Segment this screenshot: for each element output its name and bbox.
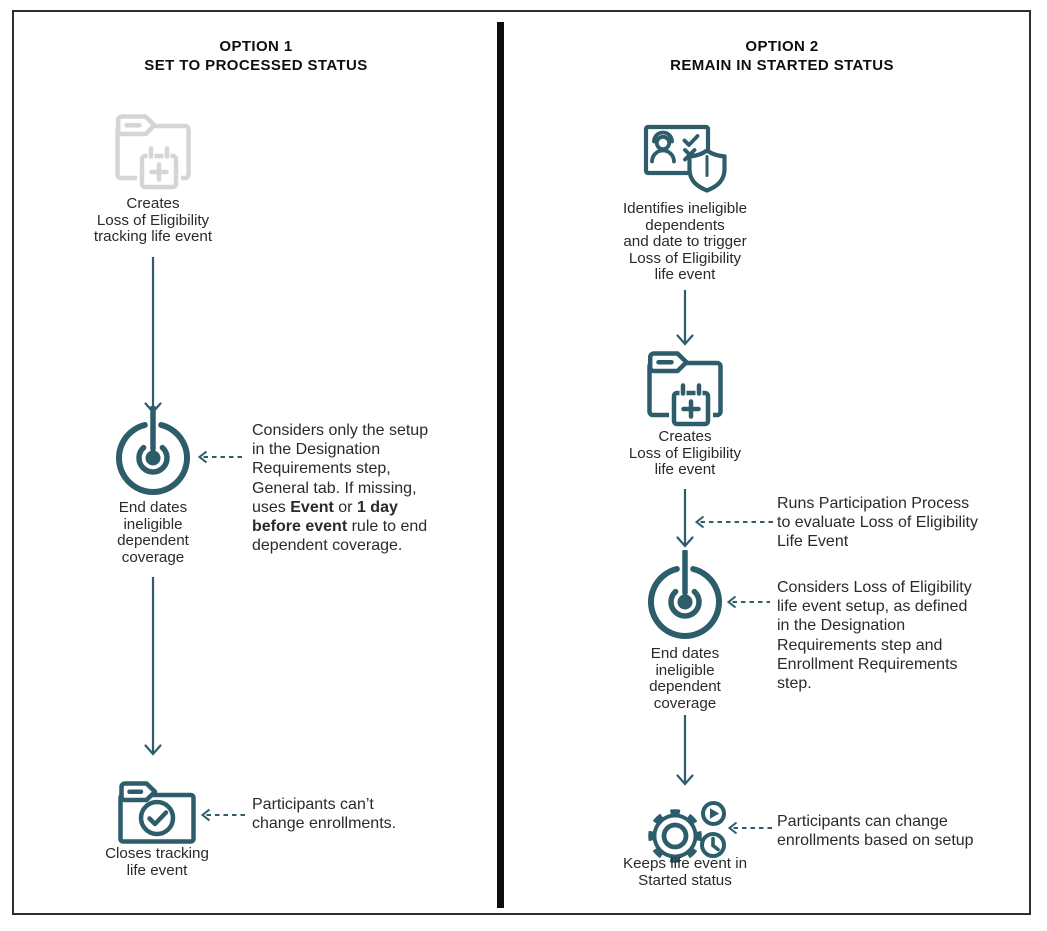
target-icon: [111, 406, 195, 500]
annotation-line: change enrollments.: [252, 815, 397, 833]
annotation-line: Considers only the setup: [252, 422, 429, 439]
step-caption: [585, 201, 785, 284]
folder-check-icon: [117, 781, 197, 845]
dashed-pointer-arrow: [200, 808, 246, 822]
option2-title: [524, 38, 1040, 75]
caption-line: dependent: [649, 678, 721, 695]
dashed-pointer-arrow: [727, 821, 774, 835]
annotation-line: Runs Participation Process: [777, 495, 970, 512]
caption-line: Keeps life event in: [622, 855, 748, 872]
step-caption: [53, 500, 253, 566]
caption-line: dependents: [645, 216, 725, 234]
dashed-pointer-arrow: [197, 450, 245, 464]
caption-line: End dates: [118, 499, 188, 516]
caption-line: Loss of Eligibility: [96, 211, 210, 229]
annotation-note: [777, 578, 972, 693]
caption-line: coverage: [653, 694, 717, 712]
caption-line: Creates: [126, 195, 180, 212]
flow-arrow: [142, 257, 164, 414]
id-card-shield-icon: [643, 124, 729, 198]
flow-arrow: [674, 290, 696, 346]
caption-line: Creates: [658, 428, 712, 445]
option2-title-line2: REMAIN IN STARTED STATUS: [670, 56, 894, 74]
caption-line: and date to trigger: [623, 233, 747, 250]
folder-calendar-icon: [643, 347, 727, 431]
annotation-line: life event setup, as defined: [777, 598, 968, 616]
option2-title-line1: OPTION 2: [745, 38, 819, 55]
annotation-line: before event rule to end: [252, 518, 428, 536]
caption-line: Closes tracking: [105, 845, 209, 862]
step-caption: [53, 196, 253, 246]
annotation-line: Participants can change: [777, 813, 948, 830]
option1-title-line2: SET TO PROCESSED STATUS: [144, 56, 368, 74]
caption-line: dependent: [117, 532, 189, 549]
step-caption: [585, 429, 785, 479]
caption-line: life event: [654, 461, 716, 478]
flow-arrow: [674, 489, 696, 548]
step-caption: [585, 646, 785, 712]
caption-line: End dates: [650, 645, 720, 662]
caption-line: ineligible: [123, 515, 183, 533]
caption-line: tracking life event: [93, 228, 213, 245]
folder-calendar-icon: [111, 110, 195, 194]
option1-title-line1: OPTION 1: [219, 38, 293, 55]
annotation-note: [252, 421, 428, 555]
caption-line: life event: [654, 266, 716, 283]
annotation-line: Enrollment Requirements: [777, 655, 958, 673]
annotation-line: Considers Loss of Eligibility: [777, 579, 972, 596]
flow-arrow: [674, 715, 696, 786]
center-divider: [497, 22, 504, 908]
caption-line: Loss of Eligibility: [628, 444, 742, 462]
annotation-line: in the Designation: [777, 617, 906, 635]
annotation-note: [777, 812, 974, 850]
annotation-line: dependent coverage.: [252, 537, 403, 555]
annotation-line: Life Event: [777, 533, 849, 551]
annotation-line: to evaluate Loss of Eligibility: [777, 514, 978, 532]
caption-line: coverage: [121, 548, 185, 566]
caption-line: Loss of Eligibility: [628, 249, 742, 267]
caption-line: ineligible: [655, 661, 715, 679]
flow-arrow: [142, 577, 164, 756]
target-icon: [643, 550, 727, 644]
caption-line: Identifies ineligible: [622, 200, 748, 217]
dashed-pointer-arrow: [694, 515, 774, 529]
step-caption: [585, 856, 785, 889]
annotation-line: step.: [777, 675, 812, 693]
annotation-line: Requirements step,: [252, 460, 391, 478]
annotation-note: [252, 795, 396, 833]
dashed-pointer-arrow: [726, 595, 771, 609]
annotation-line: uses Event or 1 day: [252, 498, 398, 516]
option1-title: [14, 38, 498, 75]
caption-line: Started status: [638, 871, 732, 889]
step-caption: [57, 846, 257, 879]
annotation-line: enrollments based on setup: [777, 832, 974, 850]
caption-line: life event: [126, 861, 188, 879]
annotation-note: [777, 494, 978, 552]
annotation-line: General tab. If missing,: [252, 479, 417, 497]
annotation-line: Requirements step and: [777, 636, 943, 654]
annotation-line: Participants can’t: [252, 796, 374, 813]
annotation-line: in the Designation: [252, 441, 381, 459]
